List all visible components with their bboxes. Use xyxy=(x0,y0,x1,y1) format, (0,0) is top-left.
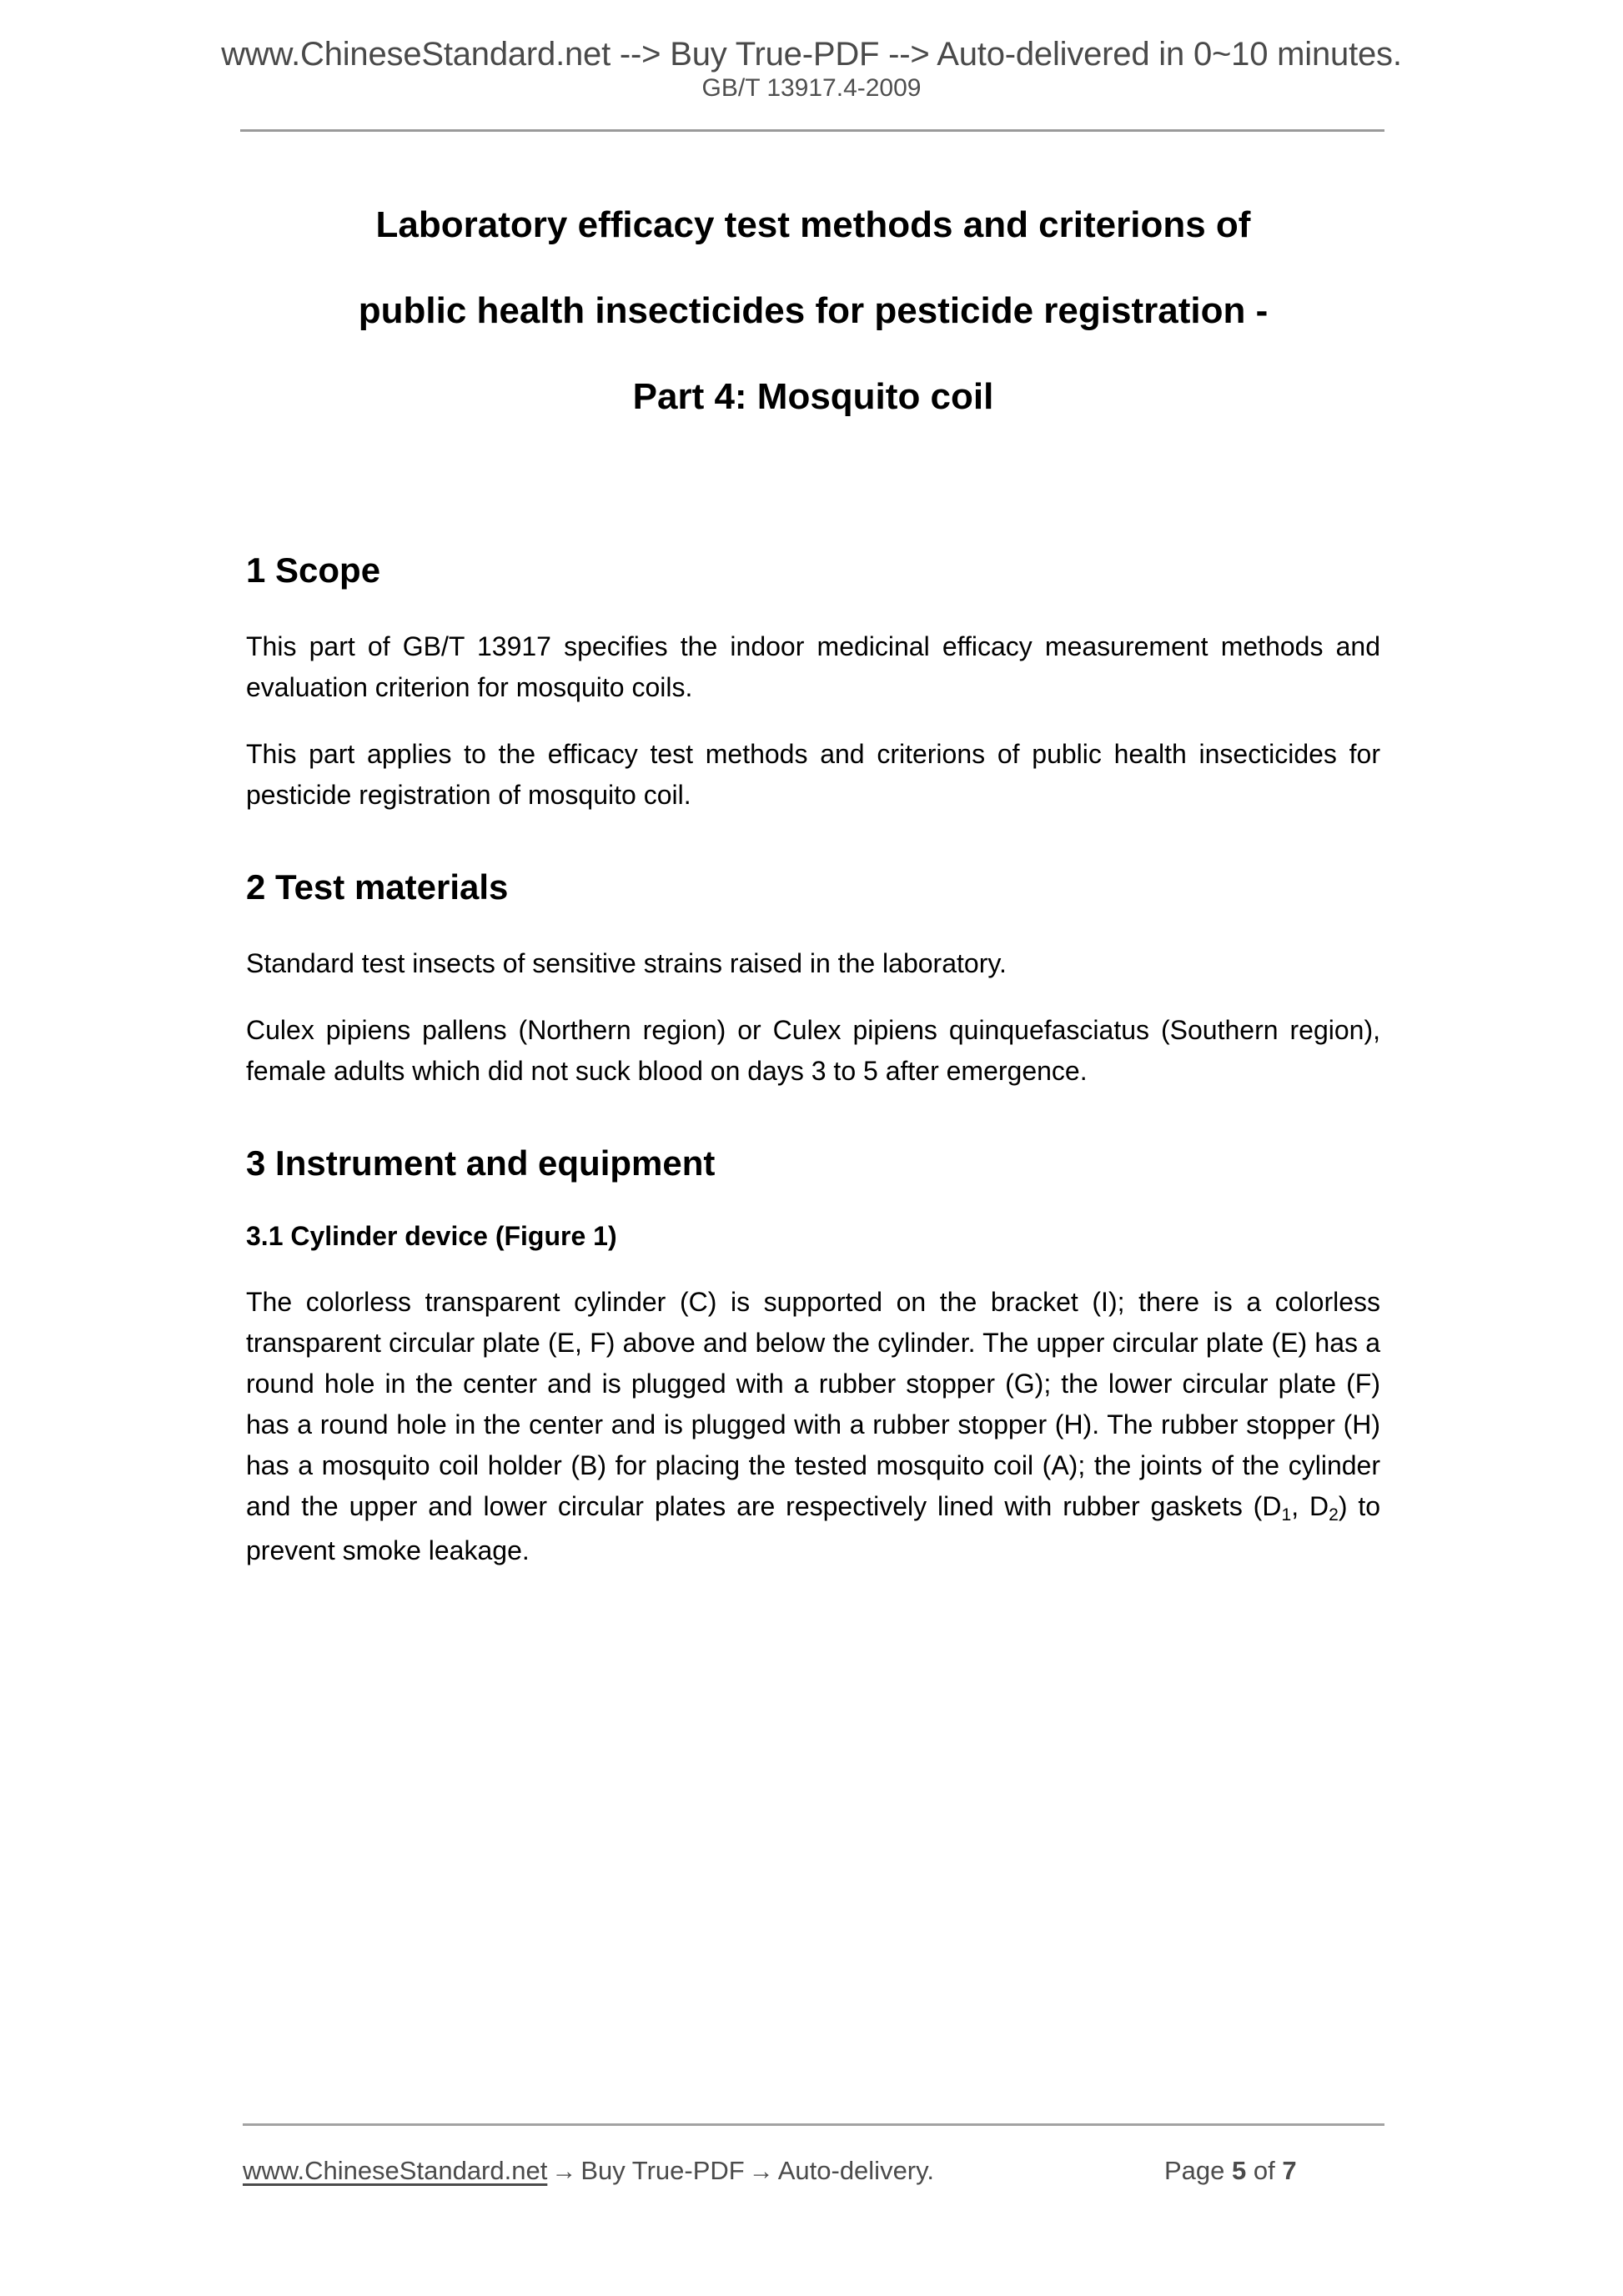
heading-1-scope: 1 Scope xyxy=(246,550,381,590)
test-materials-paragraph-1: Standard test insects of sensitive strains raised in the laboratory. xyxy=(246,948,1007,979)
scope-paragraph-1: This part of GB/T 13917 specifies the indoor medicinal efficacy measurement methods and evaluation criterion for mosquito coils. xyxy=(246,631,1380,703)
heading-3-instrument-and-equipment: 3 Instrument and equipment xyxy=(246,1143,716,1183)
test-materials-paragraph-2: Culex pipiens pallens (Northern region) or Culex pipiens quinquefasciatus (Southern region), female adults which did not suck blood on days 3 to 5 after emergence. xyxy=(246,1015,1380,1087)
spacer xyxy=(246,816,1380,867)
document-title xyxy=(246,182,1380,440)
spacer xyxy=(246,1252,1380,1282)
subscript-d2: 2 xyxy=(1329,1505,1339,1525)
arrow-right-icon-2: → xyxy=(748,2158,774,2185)
of-label: of xyxy=(1253,2156,1275,2185)
footer-website-link[interactable]: www.ChineseStandard.net xyxy=(243,2156,548,2185)
footer-delivery-label: Auto-delivery. xyxy=(777,2156,934,2185)
spacer xyxy=(246,1092,1380,1143)
spacer xyxy=(246,1183,1380,1221)
spacer xyxy=(246,708,1380,734)
heading-3-1-cylinder-device: 3.1 Cylinder device (Figure 1) xyxy=(246,1221,617,1252)
scope-paragraph-2: This part applies to the efficacy test methods and criterions of public health insecticides for pesticide registration of mosquito coil. xyxy=(246,739,1380,811)
header-divider xyxy=(240,129,1384,132)
cylinder-device-text-middle: , D xyxy=(1291,1490,1329,1521)
cylinder-device-text-part-2: ) to prevent smoke leakage. xyxy=(246,1490,1381,1565)
page-header xyxy=(0,37,1623,102)
spacer xyxy=(246,907,1380,943)
heading-2-test-materials: 2 Test materials xyxy=(246,867,509,907)
cylinder-device-text-part-1: The colorless transparent cylinder (C) is supported on the bracket (I); there is a colorless transparent circular plate (E, F) above and below the cylinder. The upper circular plate (E) has a round hole in the center and is plugged with a rubber stopper (G); the lower circular plate (F) has a round hole in the center and is plugged with a rubber stopper (H). The rubber stopper (H) has a mosquito coil holder (B) for placing the tested mosquito coil (A); the joints of the cylinder and the upper and lower circular plates are respectively lined with rubber gaskets (D xyxy=(246,1286,1380,1521)
page-label: Page xyxy=(1164,2156,1225,2185)
total-page-count: 7 xyxy=(1282,2156,1297,2185)
current-page-number: 5 xyxy=(1232,2156,1247,2185)
header-promo-text: www.ChineseStandard.net --> Buy True-PDF --> Auto-delivered in 0~10 minutes. xyxy=(221,36,1402,73)
footer-buy-label: Buy True-PDF xyxy=(580,2156,745,2185)
spacer xyxy=(246,590,1380,626)
title-line-1: Laboratory efficacy test methods and criterions of xyxy=(375,204,1251,245)
document-body xyxy=(246,550,1380,1571)
title-line-3: Part 4: Mosquito coil xyxy=(632,376,994,417)
footer-divider xyxy=(243,2123,1384,2126)
arrow-right-icon-1: → xyxy=(551,2158,577,2185)
page-number-indicator xyxy=(1164,2155,1297,2186)
title-line-2: public health insecticides for pesticide registration - xyxy=(358,290,1269,331)
subscript-d1: 1 xyxy=(1281,1505,1292,1525)
footer-promo-line xyxy=(243,2156,934,2185)
header-standard-number: GB/T 13917.4-2009 xyxy=(701,74,922,103)
spacer xyxy=(246,984,1380,1010)
cylinder-device-paragraph xyxy=(246,1282,1380,1571)
page-footer xyxy=(243,2155,1384,2187)
